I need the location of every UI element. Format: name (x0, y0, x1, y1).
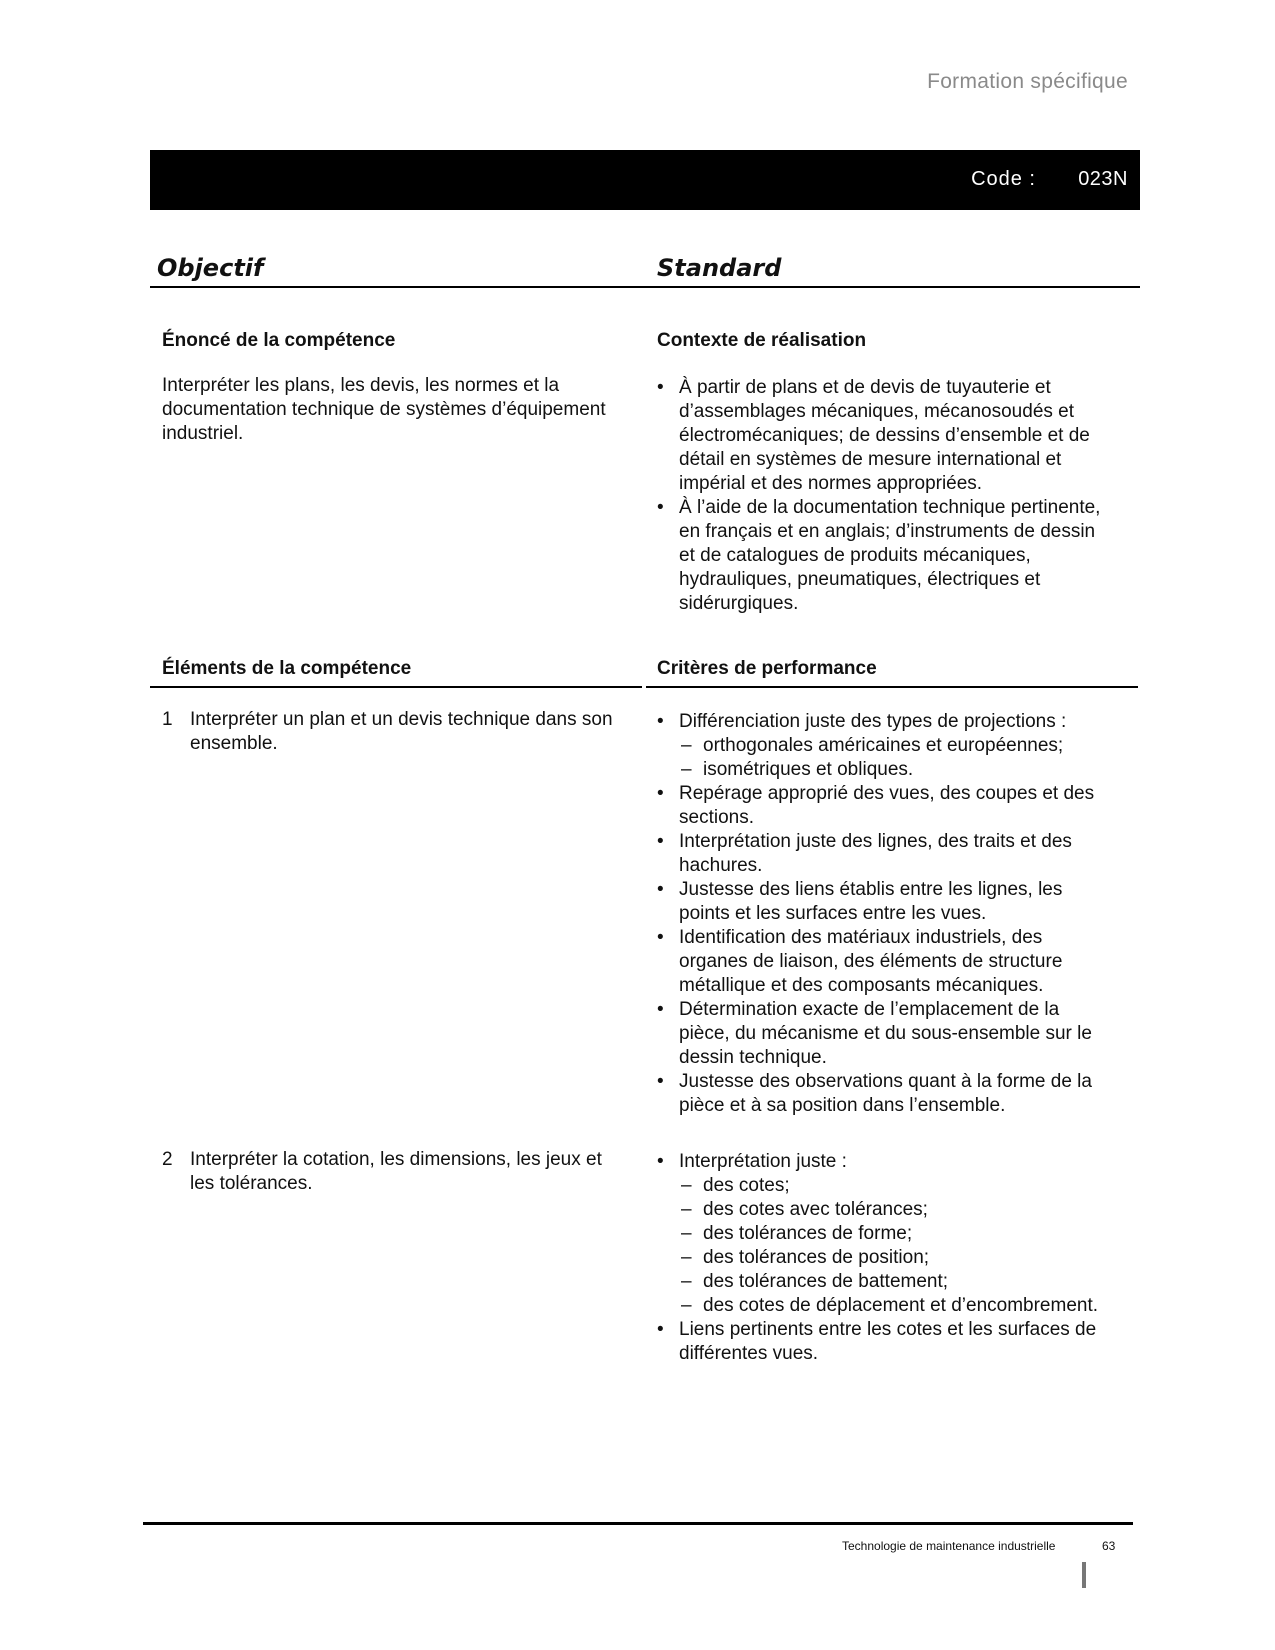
list-item: • Liens pertinents entre les cotes et les surfaces de différentes vues. (655, 1318, 1115, 1366)
criteres-list (655, 710, 1115, 1118)
list-item: • Justesse des observations quant à la forme de la pièce et à sa position dans l’ensemble. (655, 1070, 1115, 1118)
elements-heading: Éléments de la compétence (162, 658, 412, 679)
element-item (162, 1148, 622, 1196)
criterion-text: Différenciation juste des types de projections : (679, 711, 1067, 732)
list-item: • À partir de plans et de devis de tuyauterie et d’assemblages mécaniques, mécanosoudés et électromécaniques; de dessins d’ensemble et de détail en systèmes de mesure international et impérial et des normes appropriées. (655, 376, 1115, 496)
contexte-list (655, 376, 1115, 616)
criteres-divider (646, 686, 1138, 688)
element-text: Interpréter un plan et un devis technique dans son ensemble. (190, 709, 613, 754)
list-item: • Repérage approprié des vues, des coupes et des sections. (655, 782, 1115, 830)
enonce-text: Interpréter les plans, les devis, les normes et la documentation technique de systèmes d’équipement industriel. (162, 375, 606, 444)
sub-list (679, 1174, 1115, 1318)
page-number: 63 (1102, 1539, 1116, 1553)
elements-divider (150, 686, 642, 688)
sub-list-item: – orthogonales américaines et européennes; (679, 734, 1115, 758)
enonce-heading: Énoncé de la compétence (162, 330, 396, 351)
header-divider (150, 286, 1140, 288)
list-item: • Justesse des liens établis entre les lignes, les points et les surfaces entre les vues. (655, 878, 1115, 926)
element-text: Interpréter la cotation, les dimensions, les jeux et les tolérances. (190, 1149, 602, 1194)
criteres-heading: Critères de performance (657, 658, 877, 679)
criteres-list (655, 1150, 1115, 1366)
sub-list-item: – des cotes avec tolérances; (679, 1198, 1115, 1222)
objectif-heading: Objectif (157, 254, 264, 282)
list-item: • Détermination exacte de l’emplacement de la pièce, du mécanisme et du sous-ensemble sur le dessin technique. (655, 998, 1115, 1070)
sub-list-item: – des tolérances de forme; (679, 1222, 1115, 1246)
margin-mark (1082, 1562, 1086, 1588)
list-item (655, 710, 1115, 782)
criterion-text: Interprétation juste : (679, 1151, 847, 1172)
list-item: • À l’aide de la documentation technique pertinente, en français et en anglais; d’instruments de dessin et de catalogues de produits mécaniques, hydrauliques, pneumatiques, électriques et sidérurgiques. (655, 496, 1115, 616)
code-value: 023N (1078, 168, 1128, 190)
element-item (162, 708, 622, 756)
code-bar (150, 150, 1140, 210)
sub-list-item: – des tolérances de position; (679, 1246, 1115, 1270)
sub-list-item: – des cotes; (679, 1174, 1115, 1198)
list-item: • Identification des matériaux industriels, des organes de liaison, des éléments de structure métallique et des composants mécaniques. (655, 926, 1115, 998)
footer-divider (143, 1522, 1133, 1525)
element-number: 1 (162, 709, 173, 730)
contexte-heading: Contexte de réalisation (657, 330, 867, 351)
list-item (655, 1150, 1115, 1318)
footer-title: Technologie de maintenance industrielle (842, 1539, 1056, 1553)
code-label: Code : (971, 168, 1036, 190)
sub-list (679, 734, 1115, 782)
element-number: 2 (162, 1149, 173, 1170)
sub-list-item: – des tolérances de battement; (679, 1270, 1115, 1294)
standard-heading: Standard (657, 254, 782, 282)
sub-list-item: – isométriques et obliques. (679, 758, 1115, 782)
list-item: • Interprétation juste des lignes, des traits et des hachures. (655, 830, 1115, 878)
section-title: Formation spécifique (927, 70, 1128, 93)
sub-list-item: – des cotes de déplacement et d’encombrement. (679, 1294, 1115, 1318)
